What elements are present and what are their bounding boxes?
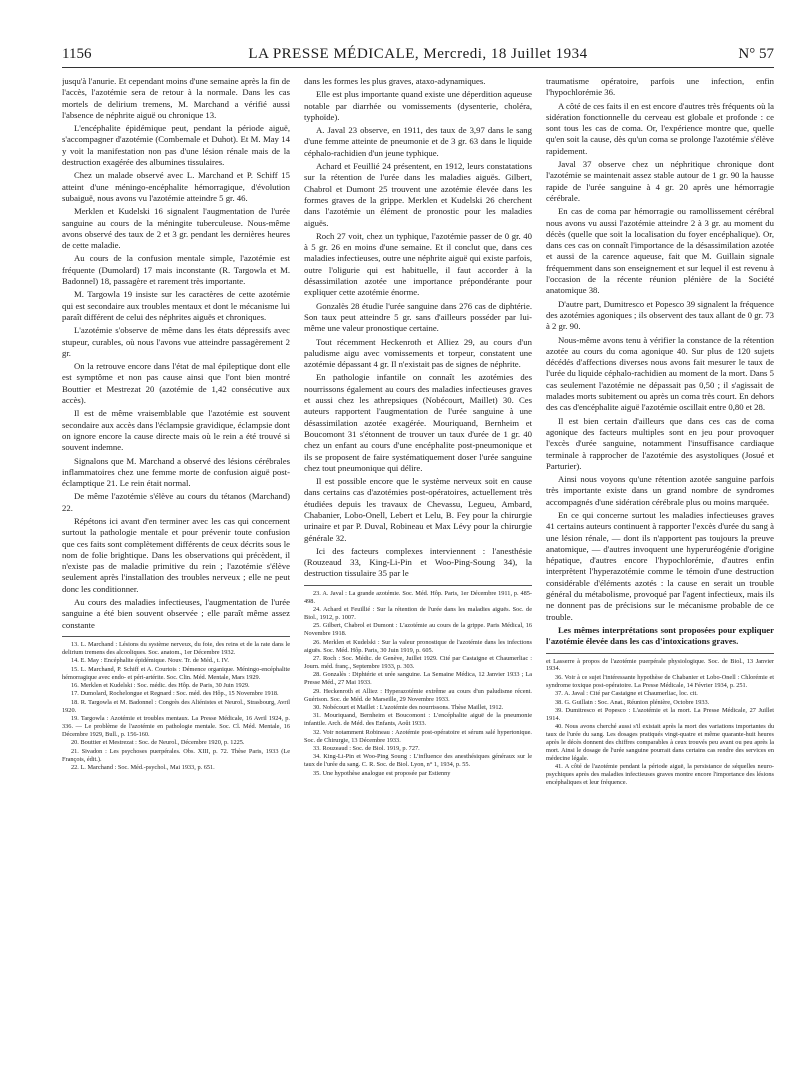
header-rule (62, 67, 774, 68)
paragraph: Gonzalès 28 étudie l'urée sanguine dans 276 cas de diphtérie. Son taux peut atteindre 5 gr. sans d'ailleurs posséder par lui-même une valeur pronostique certaine. (304, 300, 532, 334)
page-number: 1156 (62, 46, 92, 62)
page-header (62, 46, 774, 66)
footnote: 41. A côté de l'azotémie pendant la période aiguë, la persistance de séquelles neuro-psychiques après des maladies infectieuses graves montre encore l'importance des lésions encéphaliques et leur fréquence. (546, 763, 774, 787)
column-2-body (304, 76, 532, 580)
footnote: et Lasserre à propos de l'azotémie puerpérale physiologique. Soc. de Biol., 13 Janvier 1934. (546, 657, 774, 673)
paragraph: A. Javal 23 observe, en 1911, des taux de 3,97 dans le sang d'une femme atteinte de pneumonie et de 3 gr. 63 dans le liquide céphalo-rachidien d'un jeune typhique. (304, 125, 532, 158)
column-3-footnotes (546, 658, 774, 788)
footnote-rule (304, 585, 532, 586)
footnote: 29. Heckenroth et Alliez : Hyperazotémie extrême au cours d'un paludisme récent. Guérison. Soc. de Méd. de Marseille, 29 Novembre 1933. (304, 687, 532, 703)
paragraph: En pathologie infantile on connaît les azotémies des nourrissons également au cours des maladies infectieuses graves et aussi chez les athrepsiques (Nobécourt, Maillet) 30. Ces auteurs rapportent l'augmentation de l'urée sanguine à une désassimilation azotée exagérée. Mouriquand, Bernheim et Boucomont 31 s'étonnent de trouver un taux d'urée de 1 gr. 40 chez un enfant au cours d'une encéphalite post-pneumonique et ils se proposent de faire systématiquement doser l'urée sanguine chez tout pneumonique qui délire. (304, 372, 532, 473)
column-2-footnotes (304, 590, 532, 778)
footnote-rule (546, 653, 774, 654)
footnote: 19. Targowla : Azotémie et troubles mentaux. La Presse Médicale, 16 Avril 1924, p. 336. — Le problème de l'azotémie en pathologie mentale. Soc. Cl. Méd. Mentale, 16 Décembre 1929, Bull., p. 156-160. (62, 715, 290, 738)
footnote: 27. Roch : Soc. Médic. de Genève, Juillet 1929. Cité par Castaigne et Chaumerliac : Journ. méd. franç., Septembre 1933, p. 303. (304, 655, 532, 670)
paragraph: Il est bien certain d'ailleurs que dans ces cas de coma agonique des facteurs multiples sont en jeu pour provoquer l'excès d'urée sanguine, notamment l'insuffisance cardiaque terminale à rapprocher de l'azotémie des asystoliques (Josué et Parturier). (546, 415, 774, 471)
footnote: 28. Gonzalès : Diphtérie et urée sanguine. La Semaine Médica, 12 Janvier 1933 ; La Presse Méd., 27 Mai 1933. (304, 671, 532, 687)
footnote: 14. E. May : Encéphalite épidémique. Nouv. Tr. de Méd., t. IV. (71, 657, 229, 665)
column-3-body (546, 76, 774, 648)
paragraph: Tout récemment Heckenroth et Alliez 29, au cours d'un paludisme aigu avec vomissements et torpeur, constatent une azotémie dépassant 4 gr. Il n'existait pas de signes de néphrite. (304, 336, 532, 370)
footnote: 35. Une hypothèse analogue est proposée par Estienny (313, 769, 451, 777)
footnote: 40. Nous avons cherché aussi s'il existait après la mort des variations importantes du taux de l'urée du sang. Les dosages pratiqués vingt-quatre et même quarante-huit heures après le décès donnent des chiffres comparables à ceux trouvés peu avant ou peu après la mort. Ainsi le dosage de l'urée sanguine pourrait dans certains cas rendre des services en médecine légale. (546, 723, 774, 762)
paragraph: Ici des facteurs complexes interviennent : l'anesthésie (Rouzeaud 33, King-Li-Pin et Woo-Ping-Soung 34), la destruction tissulaire 35 par le (304, 545, 532, 579)
paragraph: Répétons ici avant d'en terminer avec les cas qui concernent surtout la pathologie mentale et pour prévenir toute confusion que ces faits sont complètement différents de ceux décrits sous le nom de folie brightique. Dans les observations qui précèdent, il n'existe pas de maladie primitive du rein ; l'azotémie s'élève seulement après l'installation des troubles nerveux ; elle ne peut donc les conditionner. (62, 515, 290, 594)
footnote: 21. Sivadon : Les psychoses puerpérales. Obs. XIII, p. 72. Thèse Paris, 1933 (Le François, édit.). (62, 747, 290, 763)
paragraph: Il est possible encore que le système nerveux soit en cause dans certains cas d'azotémies post-opératoires, actuellement très étudiées depuis les travaux de Chevassu, Legueu, Ambard, Chabanier, Lobo-Onell, Lebert et Lelu, B. Fey pour la chirurgie urinaire et par P. Duval, Robineau et Max Lévy pour la chirurgie générale 32. (304, 476, 532, 543)
footnote: 15. L. Marchand, P. Schiff et A. Courtois : Démence organique. Méningo-encéphalite hémorragique avec endo- et péri-artérite. Soc. Clin. Méd. Mentale, Mars 1929. (62, 665, 290, 681)
footnote: 26. Merklen et Kudelski : Sur la valeur pronostique de l'azotémie dans les infections aiguës. Soc. Méd. Hôp. Paris, 30 Juin 1919, p. 605. (304, 638, 532, 654)
footnote: 16. Merklen et Kudelski : Soc. médic. des Hôp. de Paris, 30 Juin 1929. (71, 681, 250, 689)
paragraph: Il est de même vraisemblable que l'azotémie est souvent secondaire aux accès dans l'éclampsie gravidique, éclampsie dont on ignore encore la cause directe mais où le rein a été trouvé si souvent indemne. (62, 408, 290, 453)
footnote: 20. Bouttier et Mestrezat : Soc. de Neurol., Décembre 1920, p. 1225. (71, 739, 245, 747)
paragraph: Merklen et Kudelski 16 signalent l'augmentation de l'urée sanguine au cours de la méningite tuberculeuse. Nous-même avons observé des taux de 2 et 3 gr. pendant les dernières heures de cette maladie. (62, 206, 290, 251)
paragraph: A côté de ces faits il en est encore d'autres très fréquents où la sidération fonctionnelle du cerveau est globale et profonde : ce sont tous les cas de coma. Or, l'expérience montre que, quelle qu'en soit la cause, dès qu'un coma se prolonge l'azotémie s'élève rapidement. (546, 100, 774, 156)
paragraph: On la retrouve encore dans l'état de mal épileptique dont elle est symptôme et non pas cause ainsi que l'ont bien montré Bouttier et Mestrezat 20 (azotémie de 1,42 consécutive aux accès). (62, 361, 290, 406)
column-2 (304, 76, 532, 1066)
column-1-footnotes (62, 641, 290, 772)
paragraph: Achard et Feuillié 24 présentent, en 1912, leurs constatations sur la rétention de l'urée dans les maladies aiguës. Gilbert, Chabrol et Dumont 25 trouvent une azotémie élevée dans les formes graves de la grippe. Merklen et Kudelski 26 cherchent dans l'azotémie un élément de pronostic pour les maladies aiguës. (304, 161, 532, 228)
footnote: 32. Voir notamment Robineau : Azotémie post-opératoire et sérum salé hypertonique. Soc. de Chirurgie, 13 Décembre 1933. (304, 728, 532, 744)
paragraph: En cas de coma par hémorragie ou ramollissement cérébral nous avons vu aussi l'azotémie atteindre 2 à 3 gr. au moment du décès (quelle que soit la localisation du foyer encéphalique). Or, dans ces cas on connaît l'importance de la désassimilation azotée et aussi de la carence aqueuse, fait que M. Guillain signale fréquemment dans son enseignement et sur lequel il est revenu à l'occasion de la récente réunion plénière de la Société anatomique 38. (546, 206, 774, 296)
paragraph: Nous-même avons tenu à vérifier la constance de la rétention azotée au cours du coma agonique 40. Sur plus de 120 sujets décédés d'affections diverses nous avons fait mesurer le taux de l'urée du liquide céphalo-rachidien au moment de la mort. Dans 5 cas seulement l'azotémie ne dépassait pas 0,50 ; il s'agissait de malades morts subitement ou après un coma très court. En dehors des cas d'encéphalite aiguë l'azotémie oscillait entre 0,80 et 28. (546, 334, 774, 413)
footnote: 17. Dumolard, Rochelongue et Regnard : Soc. méd. des Hôp., 15 Novembre 1918. (71, 690, 279, 698)
paragraph: M. Targowla 19 insiste sur les caractères de cette azotémie qui est secondaire aux troubles mentaux et dont le mécanisme lui paraît différent de celui des néphrites aiguës et chroniques. (62, 289, 290, 322)
paragraph: Chez un malade observé avec L. Marchand et P. Schiff 15 atteint d'une méningo-encéphalite hémorragique, d'évolution subaiguë, nous avons vu l'azotémie atteindre 5 gr. 46. (62, 170, 290, 203)
paragraph: En ce qui concerne surtout les maladies infectieuses graves 41 certains auteurs continuent à rapporter l'excès d'urée du sang à une lésion rénale, — dont ils n'apportent pas toujours la preuve anatomique, — d'autres invoquent une hyperuréogénie d'origine hépatique, d'autres encore l'hypochlorémie, d'autres enfin interprètent l'hyperazotémie comme le témoin d'une destruction considérable d'éléments azotés : la cause en serait un trouble général du métabolisme, provoqué par l'agent infectieux, mais ils ne donnent pas de précisions sur le mécanisme probable de ce trouble. (546, 509, 774, 622)
paragraph: De même l'azotémie s'élève au cours du tétanos (Marchand) 22. (62, 491, 290, 513)
paragraph: Roch 27 voit, chez un typhique, l'azotémie passer de 0 gr. 40 à 5 gr. 26 en moins d'une semaine. Et il conclut que, dans ces maladies infectieuses, outre une néphrite aiguë qui existe parfois, outre l'oligurie qui est habituelle, il faut accorder à la désassimilation azotée une importance prépondérante pour expliquer cette azotémie énorme. (304, 230, 532, 298)
paragraph: dans les formes les plus graves, ataxo-adynamiques. (304, 76, 486, 86)
footnote: 13. L. Marchand : Lésions du système nerveux, du foie, des reins et de la rate dans le delirium tremens des alcooliques. Soc. anatom., 1er Décembre 1932. (62, 640, 290, 656)
footnote: 18. R. Targowla et M. Badonnel : Congrès des Aliénistes et Neurol., Strasbourg, Avril 1920. (62, 698, 290, 714)
footnote-rule (62, 636, 290, 637)
footnote: 24. Achard et Feuillié : Sur la rétention de l'urée dans les maladies aiguës. Soc. de Biol., 1912, p. 1007. (304, 606, 532, 621)
paragraph: D'autre part, Dumitresco et Popesco 39 signalent la fréquence des azotémies agoniques ; ils observent des taux allant de 0 gr. 73 à 2 gr. 90. (546, 298, 774, 332)
paragraph: Elle est plus importante quand existe une déperdition aqueuse notable par diarrhée ou vomissements (dysenterie, choléra, typhoïde). (304, 89, 532, 122)
paragraph: Au cours des maladies infectieuses, l'augmentation de l'urée sanguine a été bien souvent observée ; elle paraît même assez constante (62, 597, 290, 630)
footnote: 34. King-Li-Pin et Woo-Ping Soung : L'influence des anesthésiques généraux sur le taux de l'urée du sang. C. R. Soc. de Biol. Lyon, n° 1, 1934, p. 55. (304, 753, 532, 769)
paragraph: L'encéphalite épidémique peut, pendant la période aiguë, s'accompagner d'azotémie (Combemale et Duhot). Et M. May 14 y voit la manifestation non pas d'une lésion rénale mais de la destruction exagérée des albumines tissulaires. (62, 123, 290, 168)
issue-number: N° 57 (738, 46, 774, 62)
paragraph: Signalons que M. Marchand a observé des lésions cérébrales inflammatoires chez une femme morte de confusion aiguë post-éclamptique 21. Le rein était normal. (62, 455, 290, 489)
paragraph: jusqu'à l'anurie. Et cependant moins d'une semaine après la fin de l'accès, l'azotémie sera de retour à la normale. Dans les cas mortels de delirium tremens, M. Marchand a vérifié aussi l'absence de néphrite aiguë ou chronique 13. (62, 76, 290, 120)
publication-title: LA PRESSE MÉDICALE, Mercredi, 18 Juillet 1934 (248, 46, 588, 62)
footnote: 23. A. Javal : La grande azotémie. Soc. Méd. Hôp. Paris, 1er Décembre 1911, p. 485-498. (304, 589, 532, 605)
column-1-body (62, 76, 290, 631)
footnote: 30. Nobécourt et Maillet : L'azotémie des nourrissons. Thèse Maillet, 1912. (313, 703, 504, 711)
paragraph: Au cours de la confusion mentale simple, l'azotémie est fréquente (Dumolard) 17 mais inconstante (R. Targowla et M. Badonnel) 18, passagère et rarement très importante. (62, 253, 290, 287)
footnote: 36. Voir à ce sujet l'intéressante hypothèse de Chabanier et Lobo-Onell : Chlorémie et syndrome toxique post-opératoire. La Presse Médicale, 14 Février 1934, p. 251. (546, 673, 774, 689)
footnote: 31. Mouriquand, Bernheim et Boucomont : L'encéphalite aiguë de la pneumonie infantile. Arch. de Méd. des Enfants, Août 1933. (304, 712, 532, 728)
footnote: 22. L. Marchand : Soc. Méd.-psychol., Mai 1933, p. 651. (71, 764, 215, 772)
footnote: 39. Dumitresco et Popesco : L'azotémie et la mort. La Presse Médicale, 27 Juillet 1914. (546, 706, 774, 722)
footnote: 37. A. Javal : Cité par Castaigne et Chaumerliac, loc. cit. (555, 690, 698, 698)
paragraph: L'azotémie s'observe de même dans les états dépressifs avec stupeur, curables, où nous l'avons vue atteindre passagèrement 2 gr. (62, 325, 290, 358)
column-1 (62, 76, 290, 1066)
paragraph: Javal 37 observe chez un néphritique chronique dont l'azotémie se maintenait assez stable autour de 1 gr. 90 la hausse rapide de l'urée sanguine à 4 gr. 20 après une hémorragie cérébrale. (546, 159, 774, 203)
footnote: 38. G. Guillain : Soc. Anat., Réunion plénière, Octobre 1933. (555, 698, 710, 706)
paragraph: Ainsi nous voyons qu'une rétention azotée sanguine parfois très importante existe dans un grand nombre de syndromes accompagnés d'une sidération cérébrale plus ou moins marquée. (546, 474, 774, 507)
paragraph: traumatisme opératoire, parfois une infection, enfin l'hypochlorémie 36. (546, 76, 774, 98)
article-columns (62, 76, 774, 1066)
footnote: 33. Rouzeaud : Soc. de Biol. 1919, p. 727. (313, 744, 420, 752)
newspaper-page (62, 46, 774, 1066)
footnote: 25. Gilbert, Chabrol et Dumont : L'azotémie au cours de la grippe. Paris Médical, 16 Novembre 1918. (304, 622, 532, 638)
paragraph: Les mêmes interprétations sont proposées pour expliquer l'azotémie élevée dans les cas d'intoxications graves. (546, 624, 774, 647)
column-3 (546, 76, 774, 1066)
